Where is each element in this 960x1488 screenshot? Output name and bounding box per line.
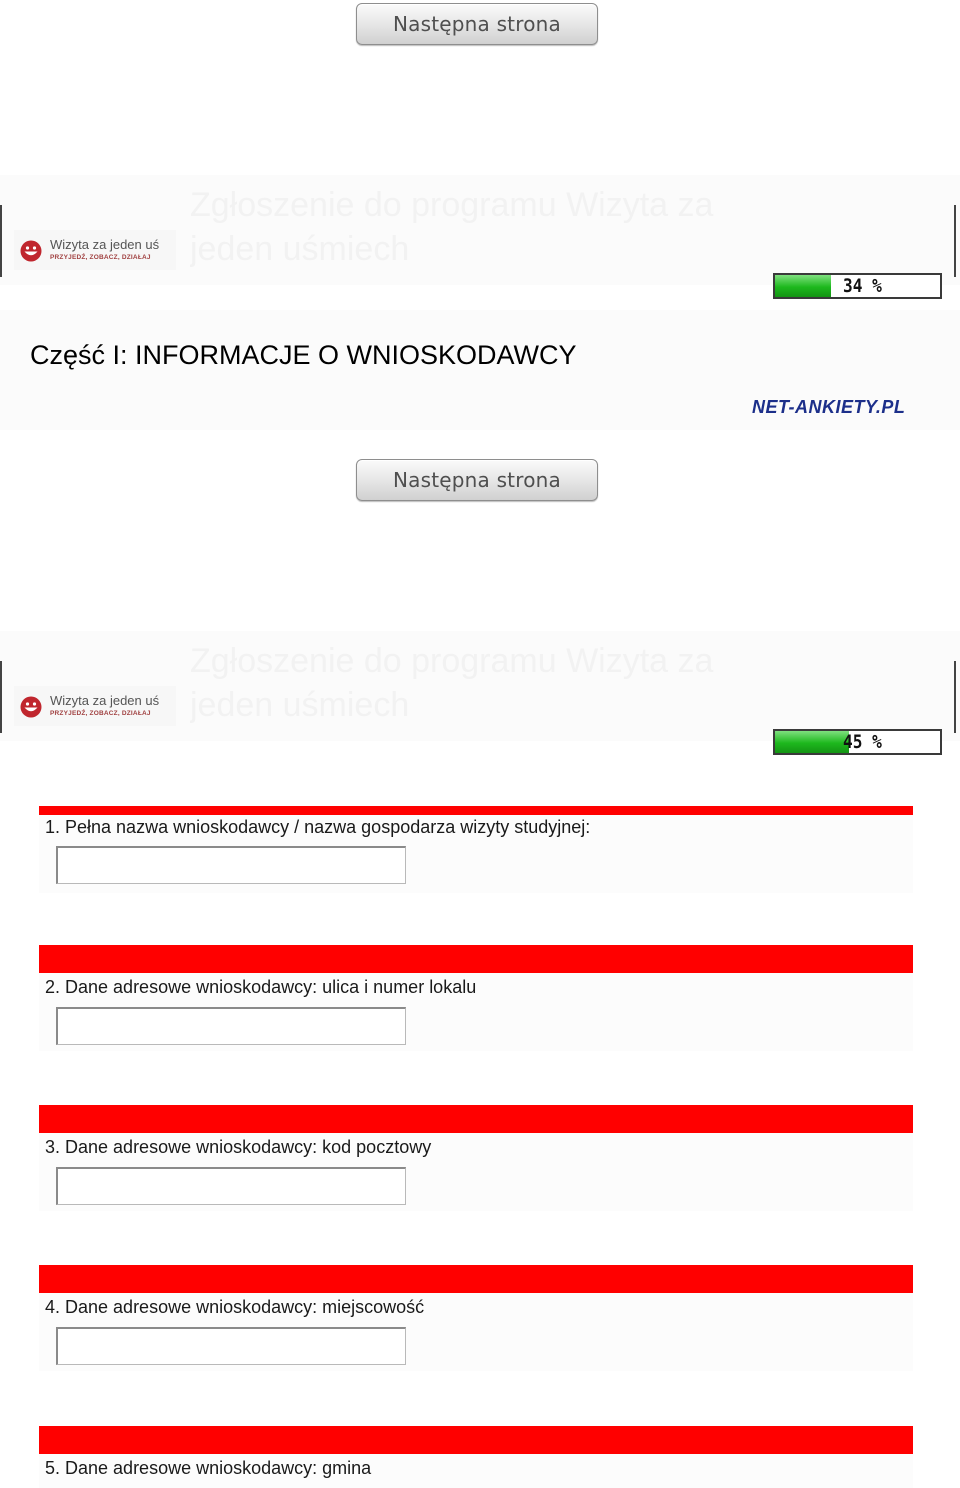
question-header-bar: [39, 806, 913, 815]
banner-border-right: [954, 661, 956, 733]
question-header-bar: [39, 1265, 913, 1293]
progress-percent: 34 %: [843, 275, 882, 297]
question-1-input[interactable]: [56, 846, 406, 884]
brand-tagline: PRZYJEDŹ, ZOBACZ, DZIAŁAJ: [50, 254, 151, 261]
question-header-bar: [39, 1426, 913, 1454]
progress-fill: [775, 275, 831, 297]
question-header-bar: [39, 1105, 913, 1133]
brand-name: Wizyta za jeden uś: [50, 693, 160, 708]
brand-logo: [14, 230, 176, 270]
section-title: Część I: INFORMACJE O WNIOSKODAWCY: [30, 340, 577, 370]
provider-logo: NET-ANKIETY.PL: [752, 397, 906, 417]
banner-ghost-title: Zgłoszenie do programu Wizyta za jeden uśmiech: [190, 186, 714, 268]
question-2-label: 2. Dane adresowe wnioskodawcy: ulica i numer lokalu: [45, 977, 477, 997]
next-page-button[interactable]: [356, 459, 598, 501]
brand-logo: [14, 686, 176, 726]
next-page-button-label: Następna strona: [393, 12, 561, 36]
question-header-bar: [39, 945, 913, 973]
next-page-button-label: Następna strona: [393, 468, 561, 492]
question-1-label: 1. Pełna nazwa wnioskodawcy / nazwa gospodarza wizyty studyjnej:: [45, 817, 591, 837]
question-3-input[interactable]: [56, 1167, 406, 1205]
question-3-label: 3. Dane adresowe wnioskodawcy: kod pocztowy: [45, 1137, 432, 1157]
banner-border-left: [0, 661, 2, 733]
question-4-label: 4. Dane adresowe wnioskodawcy: miejscowość: [45, 1297, 425, 1317]
banner-ghost-title: Zgłoszenie do programu Wizyta za jeden uśmiech: [190, 642, 714, 724]
banner-border-left: [0, 205, 2, 277]
progress-percent: 45 %: [843, 731, 882, 753]
progress-bar: [773, 729, 942, 755]
question-5-label: 5. Dane adresowe wnioskodawcy: gmina: [45, 1458, 372, 1478]
brand-name: Wizyta za jeden uś: [50, 237, 160, 252]
progress-fill: [775, 731, 849, 753]
survey-banner: [0, 175, 960, 297]
smiley-icon: [20, 696, 42, 718]
progress-bar: [773, 273, 942, 299]
survey-banner: [0, 631, 960, 753]
question-2-input[interactable]: [56, 1007, 406, 1045]
next-page-button[interactable]: [356, 3, 598, 45]
brand-tagline: PRZYJEDŹ, ZOBACZ, DZIAŁAJ: [50, 710, 151, 717]
question-4-input[interactable]: [56, 1327, 406, 1365]
smiley-icon: [20, 240, 42, 262]
banner-border-right: [954, 205, 956, 277]
